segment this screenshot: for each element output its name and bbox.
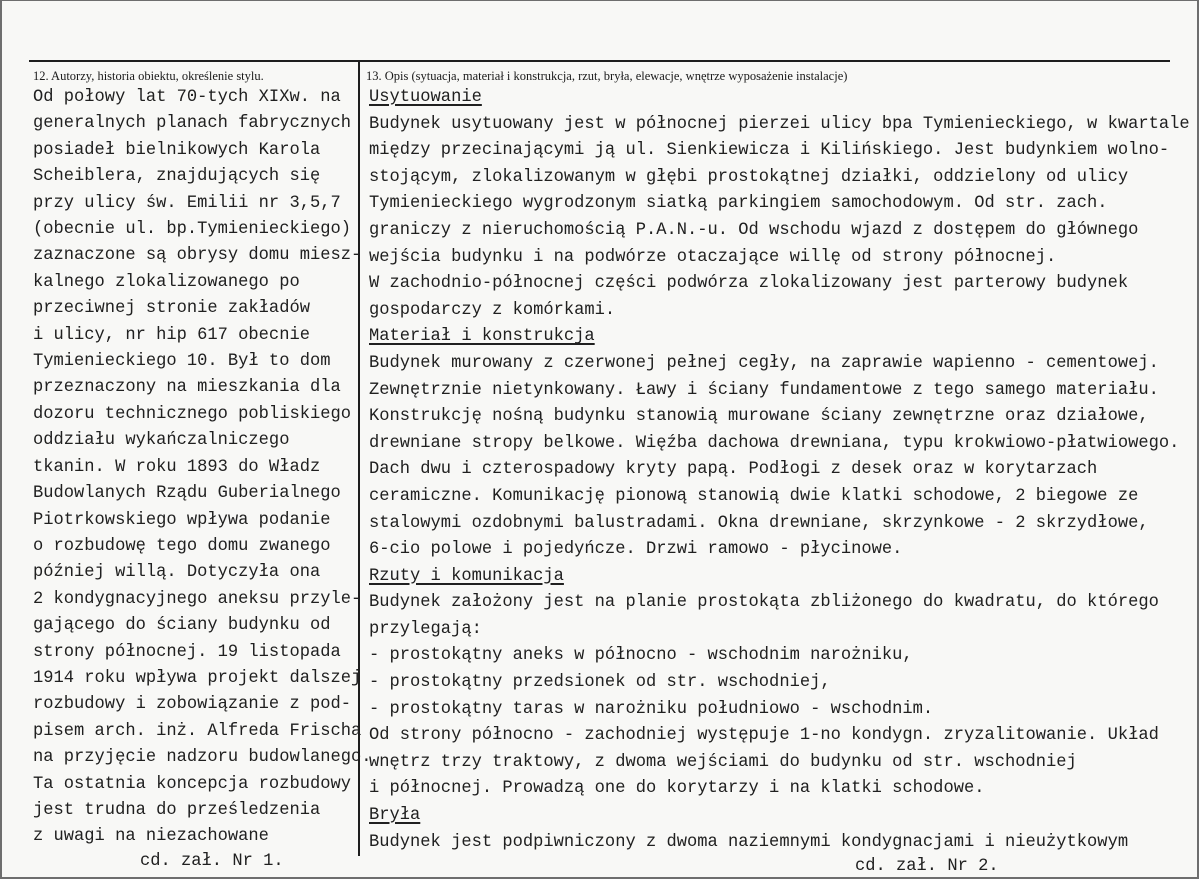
continuation-note-2: cd. zał. Nr 2. [855,857,999,876]
history-text-line: gającego do ściany budynku od [33,616,331,636]
description-text-line: Tymienieckiego wygrodzonym siatką parkingiem samochodowym. Od str. zach. [369,194,1108,214]
history-text-line: Budowlanych Rządu Guberialnego [33,484,341,504]
description-text-line: Budynek murowany z czerwonej pełnej cegły, na zaprawie wapienno - cementowej. [369,353,1159,373]
description-text-line: W zachodnio-północnej części podwórza zlokalizowany jest parterowy budynek [369,274,1129,294]
description-text-line: drewniane stropy belkowe. Więźba dachowa drewniana, typu krokwiowo-płatwiowego. [369,433,1180,453]
description-text-line: między przecinającymi ją ul. Sienkiewicza i Kilińskiego. Jest budynkiem wolno- [369,141,1170,161]
description-text-line: - prostokątny przedsionek od str. wschodniej, [369,673,831,693]
section-heading-plans: Rzuty i komunikacja [369,566,564,586]
description-text-line: Dach dwu i czterospadowy kryty papą. Podłogi z desek oraz w korytarzach [369,460,1098,480]
description-text-line: przylegają: [369,619,482,639]
description-text-line: Budynek usytuowany jest w północnej pierzei ulicy bpa Tymienieckiego, w kwartale [369,114,1190,134]
description-text-line: - prostokątny aneks w północno - wschodnim narożniku, [369,646,913,666]
section-heading-material: Materiał i konstrukcja [369,327,595,347]
description-text-line: i północnej. Prowadzą one do korytarzy i na klatki schodowe. [369,779,985,799]
description-text-line: 6-cio polowe i pojedyńcze. Drzwi ramowo - płycinowe. [369,540,903,560]
history-text-line: Piotrkowskiego wpływa podanie [33,510,331,530]
field-13-title: 13. Opis (sytuacja, materiał i konstrukcja, rzut, bryła, elewacje, wnętrze wyposażenie instalacje) [366,69,848,83]
description-text-line: Konstrukcję nośną budynku stanowią murowane ściany zewnętrzne oraz działowe, [369,407,1149,427]
history-text-line: rozbudowy i zobowiązanie z pod- [33,695,351,715]
history-column [33,85,372,851]
description-column [369,85,1190,856]
history-text-line: pisem arch. inż. Alfreda Frischa [33,721,362,741]
section-heading-massing: Bryła [369,806,421,826]
description-text-line: graniczy z nieruchomością P.A.N.-u. Od wschodu wjazd z dostępem do głównego [369,220,1139,240]
description-text-line: ceramiczne. Komunikację pionową stanowią dwie klatki schodowe, 2 biegowe ze [369,486,1139,506]
history-text-line: przeciwnej stronie zakładów [33,299,310,319]
history-text-line: oddziału wykańczalniczego [33,431,290,451]
field-12-title: 12. Autorzy, historia obiektu, określenie stylu. [33,69,264,83]
history-text-line: kalnego zlokalizowanego po [33,272,300,292]
history-text-line: przy ulicy św. Emilii nr 3,5,7 [33,193,341,213]
history-text-line: 1914 roku wpływa projekt dalszej [33,668,362,688]
history-text-line: na przyjęcie nadzoru budowlanego. [33,748,372,768]
description-text-line: gospodarczy z komórkami. [369,300,616,320]
history-text-line: zaznaczone są obrysy domu miesz- [33,246,362,266]
history-text-line: 2 kondygnacyjnego aneksu przyle- [33,589,362,609]
history-text-line: strony północnej. 19 listopada [33,642,341,662]
description-text-line: Od strony północno - zachodniej występuje 1-no kondygn. zryzalitowanie. Układ [369,726,1159,746]
continuation-note-1: cd. zał. Nr 1. [140,852,284,871]
history-text-line: dozoru technicznego pobliskiego [33,404,351,424]
history-text-line: później willą. Dotyczyła ona [33,563,321,583]
history-text-line: tkanin. W roku 1893 do Władz [33,457,321,477]
description-text-line: Zewnętrznie nietynkowany. Ławy i ściany fundamentowe z tego samego materiału. [369,380,1159,400]
history-text-line: Ta ostatnia koncepcja rozbudowy [33,774,351,794]
history-text-line: przeznaczony na mieszkania dla [33,378,341,398]
description-text-line: - prostokątny taras w narożniku południowo - wschodnim. [369,699,934,719]
history-text-line: (obecnie ul. bp.Tymienieckiego) [33,220,351,240]
section-heading-location: Usytuowanie [369,88,482,107]
description-text-line: stalowymi ozdobnymi balustradami. Okna drewniane, skrzynkowe - 2 skrzydłowe, [369,513,1149,533]
description-text-line: Budynek jest podpiwniczony z dwoma naziemnymi kondygnacjami i nieużytkowym [369,832,1129,852]
history-text-line: o rozbudowę tego domu zwanego [33,536,331,556]
form-top-rule [29,60,1170,62]
description-text-line: wnętrz trzy traktowy, z dwoma wejściami do budynku od str. wschodniej [369,752,1077,772]
history-text-line: generalnych planach fabrycznych [33,114,351,134]
description-text-line: wejścia budynku i na podwórze otaczające willę od strony północnej. [369,247,1057,267]
description-text-line: Budynek założony jest na planie prostokąta zbliżonego do kwadratu, do którego [369,593,1159,613]
history-text-line: Tymienieckiego 10. Był to dom [33,352,331,372]
description-text-line: stojącym, zlokalizowanym w głębi prostokątnej działki, oddzielony od ulicy [369,167,1129,187]
history-text-line: z uwagi na niezachowane [33,827,269,847]
history-text-line: i ulicy, nr hip 617 obecnie [33,325,310,345]
history-text-line: posiadeł bielnikowych Karola [33,140,321,160]
history-text-line: jest trudna do prześledzenia [33,800,321,820]
history-text-line: Od połowy lat 70-tych XIXw. na [33,88,341,107]
history-text-line: Scheiblera, znajdujących się [33,167,321,187]
